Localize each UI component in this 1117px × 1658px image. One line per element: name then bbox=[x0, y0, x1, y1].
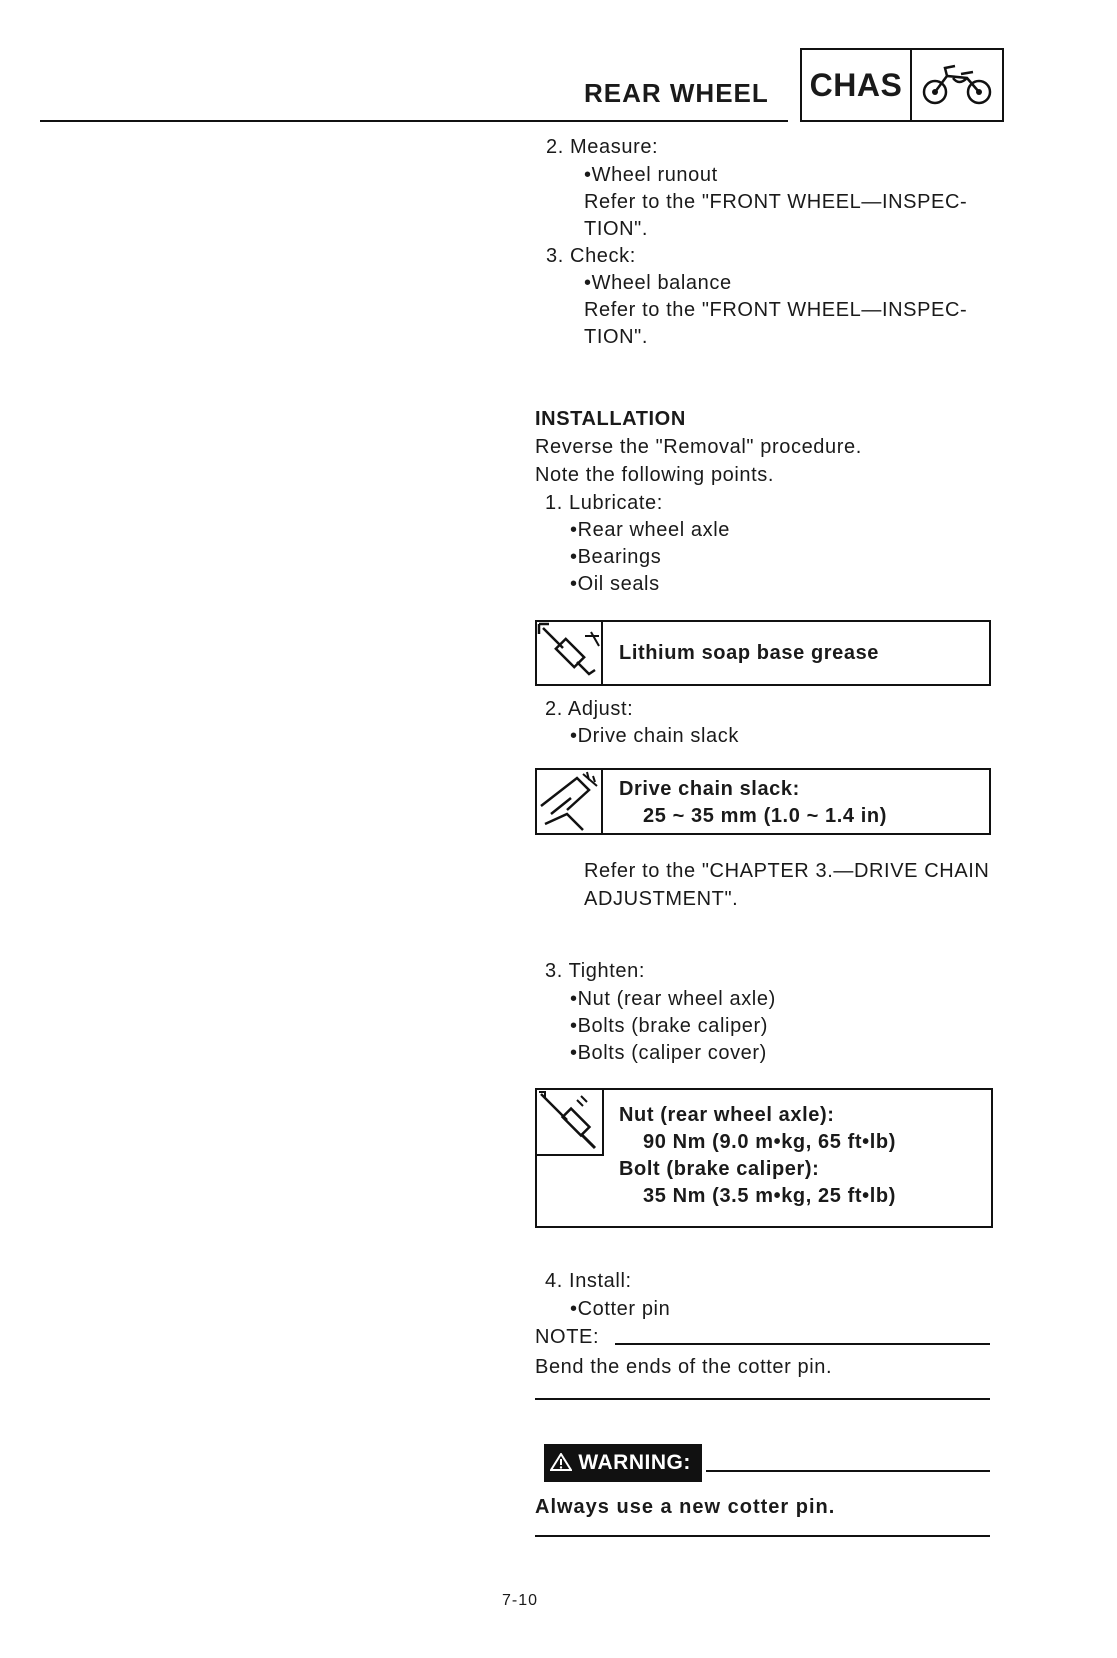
grease-spec-text: Lithium soap base grease bbox=[619, 642, 880, 664]
installation-line2: Note the following points. bbox=[535, 464, 775, 486]
torque-spec-line3: Bolt (brake caliper): bbox=[619, 1158, 820, 1180]
lubricate-item: •Oil seals bbox=[570, 573, 660, 595]
lubricate-heading: 1. Lubricate: bbox=[545, 492, 663, 514]
install-heading: 4. Install: bbox=[545, 1270, 632, 1292]
page-number: 7-10 bbox=[502, 1592, 539, 1609]
measure-ref-line1: Refer to the "FRONT WHEEL—INSPEC- bbox=[584, 191, 968, 213]
installation-heading: INSTALLATION bbox=[535, 408, 686, 430]
install-item: •Cotter pin bbox=[570, 1298, 671, 1320]
chain-slack-value: 25 ~ 35 mm (1.0 ~ 1.4 in) bbox=[643, 805, 888, 827]
motorcycle-icon bbox=[912, 50, 1002, 120]
adjust-heading: 2. Adjust: bbox=[545, 698, 634, 720]
installation-line1: Reverse the "Removal" procedure. bbox=[535, 436, 862, 458]
warning-rule bbox=[706, 1470, 990, 1472]
warning-triangle-icon bbox=[550, 1451, 578, 1474]
tighten-item: •Nut (rear wheel axle) bbox=[570, 988, 776, 1010]
grease-spec-box bbox=[535, 620, 991, 686]
adjust-item: •Drive chain slack bbox=[570, 725, 739, 747]
torque-spec-line1: Nut (rear wheel axle): bbox=[619, 1104, 835, 1126]
check-ref-line2: TION". bbox=[584, 326, 649, 348]
check-item: •Wheel balance bbox=[584, 272, 732, 294]
adjust-ref-line2: ADJUSTMENT". bbox=[584, 888, 739, 910]
measure-ref-line2: TION". bbox=[584, 218, 649, 240]
torque-spec-line4: 35 Nm (3.5 m•kg, 25 ft•lb) bbox=[643, 1185, 897, 1207]
measure-item: •Wheel runout bbox=[584, 164, 718, 186]
caliper-gauge-icon bbox=[537, 770, 603, 834]
section-label: CHAS bbox=[802, 50, 912, 120]
torque-wrench-icon bbox=[537, 1090, 604, 1156]
section-tab bbox=[800, 48, 1004, 122]
tighten-item: •Bolts (caliper cover) bbox=[570, 1042, 767, 1064]
measure-heading: 2. Measure: bbox=[546, 136, 659, 158]
torque-spec-box bbox=[535, 1088, 993, 1228]
tighten-heading: 3. Tighten: bbox=[545, 960, 645, 982]
page-title: REAR WHEEL bbox=[584, 78, 769, 108]
lubricate-item: •Bearings bbox=[570, 546, 662, 568]
warning-label bbox=[544, 1444, 702, 1482]
chain-slack-spec-box bbox=[535, 768, 991, 835]
note-rule bbox=[615, 1343, 990, 1345]
note-label: NOTE: bbox=[535, 1326, 600, 1348]
adjust-ref-line1: Refer to the "CHAPTER 3.—DRIVE CHAIN bbox=[584, 860, 990, 882]
grease-gun-icon bbox=[537, 622, 603, 685]
note-text: Bend the ends of the cotter pin. bbox=[535, 1356, 833, 1378]
lubricate-item: •Rear wheel axle bbox=[570, 519, 731, 541]
check-ref-line1: Refer to the "FRONT WHEEL—INSPEC- bbox=[584, 299, 968, 321]
header-rule bbox=[40, 120, 788, 122]
chain-slack-title: Drive chain slack: bbox=[619, 778, 800, 800]
check-heading: 3. Check: bbox=[546, 245, 636, 267]
warning-text: Always use a new cotter pin. bbox=[535, 1496, 836, 1518]
note-end-rule bbox=[535, 1398, 990, 1400]
tighten-item: •Bolts (brake caliper) bbox=[570, 1015, 769, 1037]
torque-spec-line2: 90 Nm (9.0 m•kg, 65 ft•lb) bbox=[643, 1131, 897, 1153]
warning-label-text: WARNING: bbox=[578, 1451, 691, 1474]
warning-end-rule bbox=[535, 1535, 990, 1537]
